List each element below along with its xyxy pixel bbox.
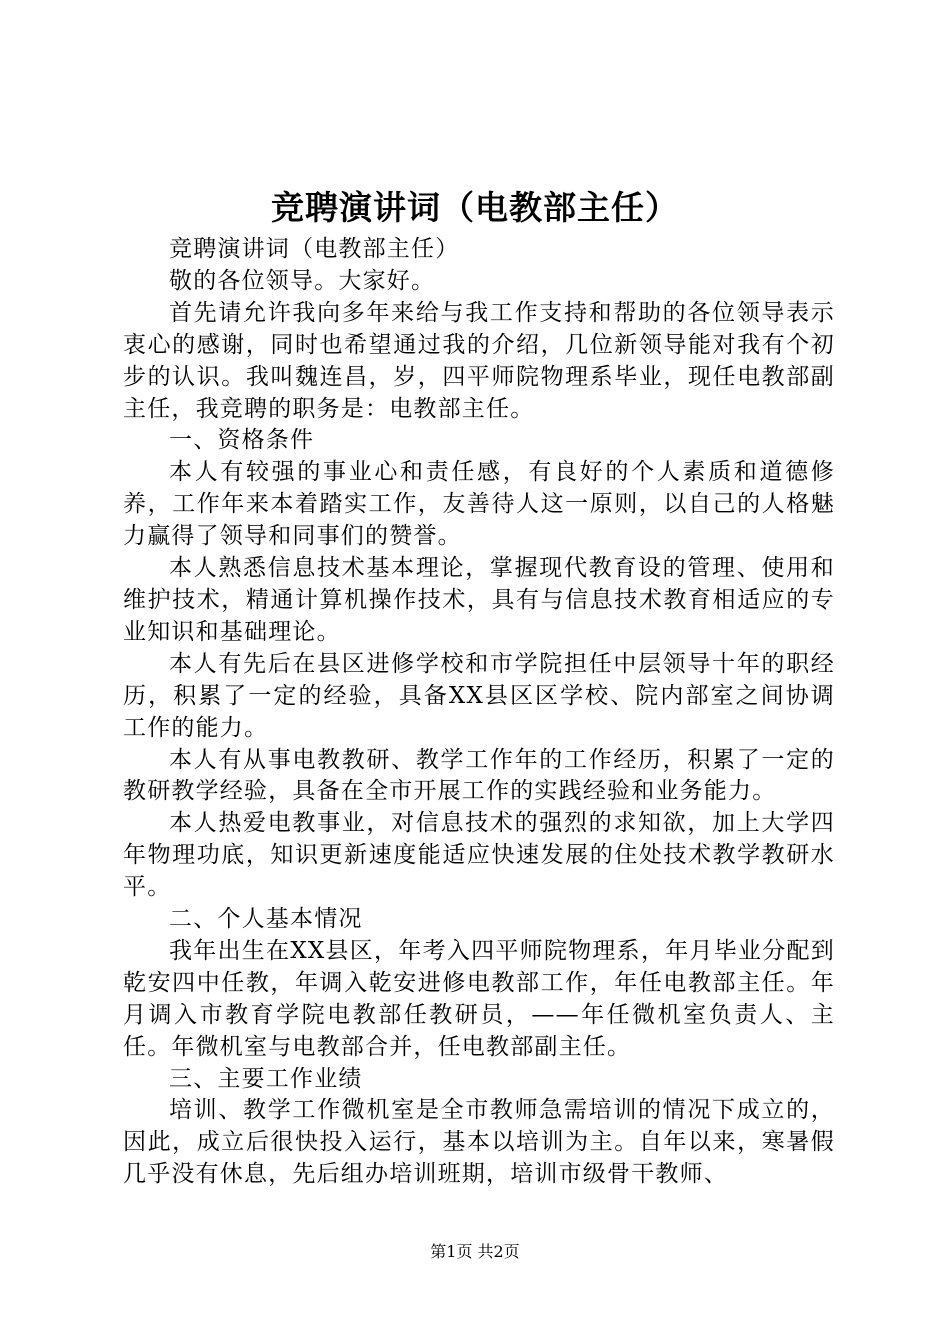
paragraph-introduction: 首先请允许我向多年来给与我工作支持和帮助的各位领导表示衷心的感谢，同时也希望通过我的介绍，几位新领导能对我有个初步的认识。我叫魏连昌，岁，四平师院物理系毕业，现任电教部副主任，我竞聘的职务是：电教部主任。 [123,299,835,422]
page-footer: 第1页 共2页 [430,1242,520,1261]
section-heading-personal-info: 二、个人基本情况 [169,906,363,933]
paragraph-qualification-1: 本人有较强的事业心和责任感，有良好的个人素质和道德修养，工作年来本着踏实工作，友善待人这一原则，以自己的人格魅力赢得了领导和同事们的赞誉。 [123,459,835,550]
paragraph-qualification-3: 本人有先后在县区进修学校和市学院担任中层领导十年的职经历，积累了一定的经验，具备XX县区区学校、院内部室之间协调工作的能力。 [123,650,835,741]
paragraph-qualification-4: 本人有从事电教教研、教学工作年的工作经历，积累了一定的教研教学经验，具备在全市开展工作的实践经验和业务能力。 [123,746,835,805]
paragraph-qualification-2: 本人熟悉信息技术基本理论，掌握现代教育设的管理、使用和维护技术，精通计算机操作技术，具有与信息技术教育相适应的专业知识和基础理论。 [123,555,835,645]
document-body [123,234,835,1191]
section-heading-achievements: 三、主要工作业绩 [169,1065,363,1092]
section-heading-qualifications: 一、资格条件 [169,427,315,454]
document-title: 竞聘演讲词（电教部主任） [271,188,679,227]
paragraph-personal-info: 我年出生在XX县区，年考入四平师院物理系，年月毕业分配到乾安四中任教，年调入乾安进修电教部工作，年任电教部主任。年月调入市教育学院电教部任教研员，——年任微机室负责人、主任。年微机室与电教部合并，任电教部副主任。 [123,937,835,1060]
paragraph-qualification-5: 本人热爱电教事业，对信息技术的强烈的求知欲，加上大学四年物理功底，知识更新速度能适应快速发展的住处技术教学教研水平。 [123,810,835,901]
paragraph-greeting: 敬的各位领导。大家好。 [169,267,436,294]
paragraph-subtitle: 竞聘演讲词（电教部主任） [169,236,460,262]
paragraph-achievements: 培训、教学工作微机室是全市教师急需培训的情况下成立的，因此，成立后很快投入运行，基本以培训为主。自年以来，寒暑假几乎没有休息，先后组办培训班期，培训市级骨干教师、 [123,1097,835,1188]
